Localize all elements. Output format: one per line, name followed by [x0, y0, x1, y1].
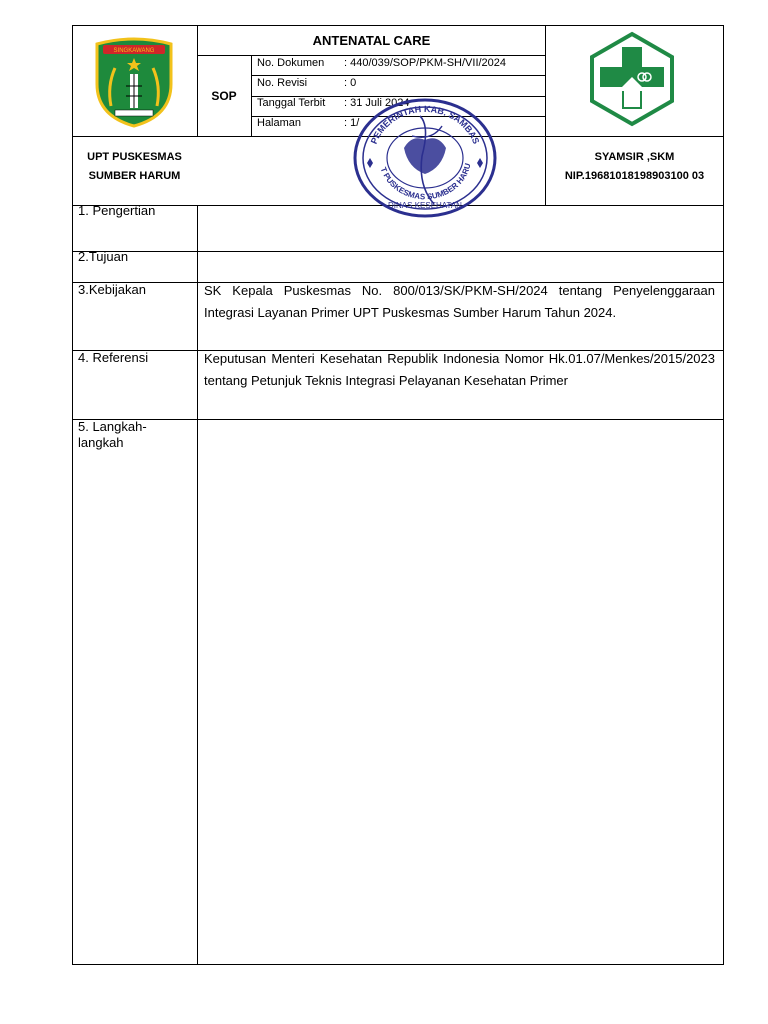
- meta-value: : 31 Juli 2024: [344, 97, 410, 109]
- meta-label: Tanggal Terbit: [257, 97, 326, 109]
- section-text-referensi: Keputusan Menteri Kesehatan Republik Indonesia Nomor Hk.01.07/Menkes/2015/2023 tentang Petunjuk Teknis Integrasi Pelayanan Kesehatan Primer: [204, 351, 715, 388]
- official-stamp: [352, 96, 498, 220]
- org-name-line: SUMBER HARUM: [88, 170, 181, 182]
- signer-nip: NIP.19681018198903100 03: [564, 170, 705, 182]
- svg-text:SINGKAWANG: SINGKAWANG: [113, 48, 155, 54]
- section-label-referensi: 4. Referensi: [78, 350, 149, 365]
- divider: [251, 75, 545, 76]
- section-text-kebijakan: SK Kepala Puskesmas No. 800/013/SK/PKM-SH/2024 tentang Penyelenggaraan Integrasi Layanan Primer UPT Puskesmas Sumber Harum Tahun 2024.: [204, 283, 715, 320]
- signer-name: SYAMSIR ,SKM: [594, 151, 675, 163]
- organization-name: [72, 148, 197, 186]
- meta-value: : 440/039/SOP/PKM-SH/VII/2024: [344, 57, 507, 69]
- org-name-line: UPT PUSKESMAS: [87, 151, 182, 163]
- section-label-kebijakan: 3.Kebijakan: [78, 282, 146, 297]
- section-label-pengertian: 1. Pengertian: [78, 203, 156, 218]
- meta-label: No. Revisi: [257, 77, 308, 89]
- puskesmas-cross-logo: [584, 31, 680, 127]
- meta-value: : 0: [344, 77, 357, 89]
- section-label-tujuan: 2.Tujuan: [78, 249, 129, 264]
- meta-value: : 1/: [344, 117, 360, 129]
- meta-label: Halaman: [257, 117, 302, 129]
- divider: [197, 205, 198, 965]
- page-title: ANTENATAL CARE: [312, 32, 431, 48]
- svg-text:UPT PUSKESMAS SUMBER HARUM: T PUSKESMAS SUMBER HARU: [378, 162, 473, 202]
- signer-block: [545, 148, 724, 186]
- divider: [72, 251, 724, 252]
- svg-text:DINAS KESEHATAN: DINAS KESEHATAN: [388, 201, 462, 210]
- svg-text:PEMERINTAH KAB. SAMBAS: PEMERINTAH KAB. SAMBAS: [368, 103, 482, 146]
- regional-emblem-logo: [93, 36, 175, 128]
- section-label-langkah: 5. Langkah-langkah: [78, 419, 147, 450]
- sop-label: SOP: [211, 88, 237, 103]
- meta-label: No. Dokumen: [257, 57, 325, 69]
